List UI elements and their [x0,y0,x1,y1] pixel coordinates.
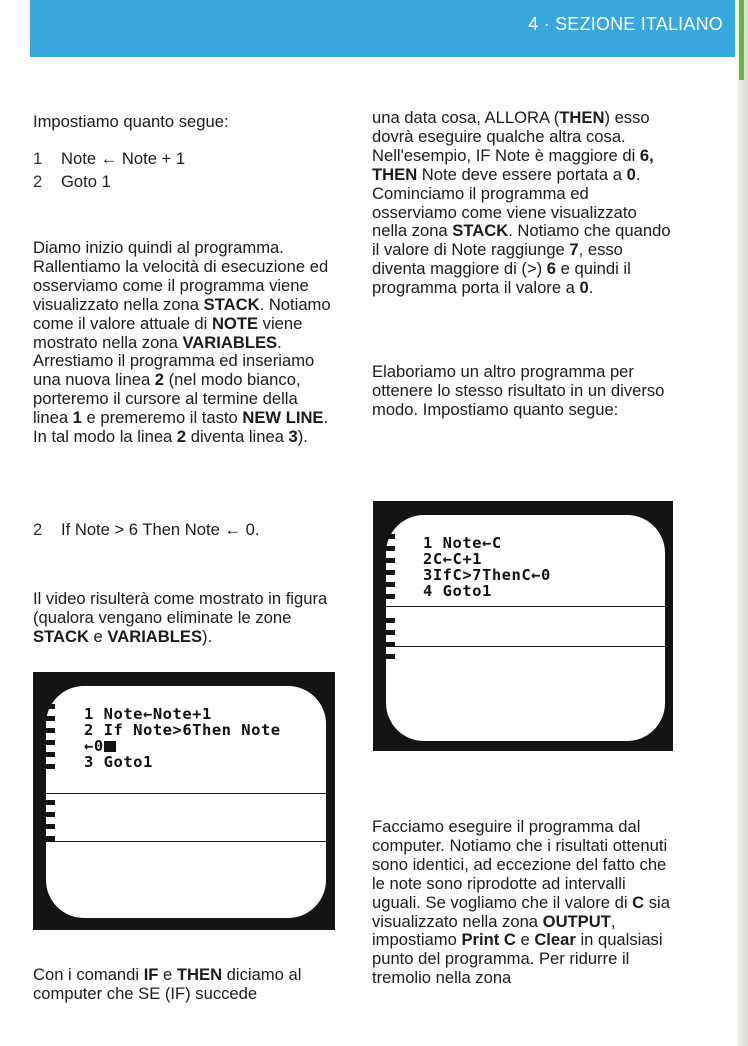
screen-marker [33,716,55,721]
zone-divider [386,606,665,607]
section-title: 4 · SEZIONE ITALIANO [528,14,723,34]
zone-divider [46,793,326,794]
screen-marker [33,764,55,769]
cursor-block [104,741,116,752]
screen-marker [33,836,55,841]
screen-code-line: 2 If Note>6Then Note [84,721,281,739]
screen-code-line: 3IfC>7ThenC←0 [423,566,551,584]
program-line-2: 2 If Note > 6 Then Note ← 0. [33,520,260,539]
screen-marker [33,812,55,817]
screen-code-line: 3 Goto1 [84,753,153,771]
screen-marker [373,654,395,659]
screen-code-line: 2C←C+1 [423,550,482,568]
program-listing-1 [33,147,333,193]
screen-marker [373,570,395,575]
paragraph-another-program: Elaboriamo un altro programma per ottenere lo stesso risultato in un diverso modo. Impostiamo quanto segue: [372,362,665,419]
screen-marker [373,630,395,635]
screen-code-line: 1 Note←C [423,534,502,552]
tv-screen-figure-2 [373,501,673,751]
screen-marker [373,582,395,587]
screen-marker [33,740,55,745]
screen-marker [33,824,55,829]
screen-marker [33,800,55,805]
screen-code-line: ←0 [84,738,116,755]
screen-marker [373,534,395,539]
paragraph-if-then: Con i comandi IF e THEN diciamo al computer che SE (IF) succede [33,965,302,1003]
screen-marker [373,546,395,551]
screen-marker [33,704,55,709]
zone-divider [386,646,665,647]
page-edge-tab [739,0,744,80]
screen-marker [33,752,55,757]
zone-divider [46,841,326,842]
paragraph-then-explanation: una data cosa, ALLORA (THEN) esso dovrà eseguire qualche altra cosa. Nell'esempio, IF Note è maggiore di 6, THEN Note deve essere portata a 0. Cominciamo il programma ed osserviamo come viene visualizzato nella zona STACK. Notiamo che quando il valore di Note raggiunge 7, esso diventa maggiore di (>) 6 e quindi il programma porta il valore a 0. [372,108,671,298]
tv-screen-display [386,515,665,741]
page-edge [737,0,748,1046]
section-header-bar [30,0,735,57]
screen-marker [373,558,395,563]
screen-marker [373,594,395,599]
screen-marker [33,728,55,733]
program-line: 2 Goto 1 [33,172,111,191]
screen-marker [373,618,395,623]
paragraph-program-run: Diamo inizio quindi al programma. Rallentiamo la velocità di esecuzione ed osserviamo come il programma viene visualizzato nella zona STACK. Notiamo come il valore attuale di NOTE viene mostrato nella zona VARIABLES. Arrestiamo il programma ed inseriamo una nuova linea 2 (nel modo bianco, porteremo il cursore al termine della linea 1 e premeremo il tasto NEW LINE. In tal modo la linea 2 diventa linea 3). [33,238,331,447]
screen-code-line: 1 Note←Note+1 [84,705,212,723]
program-line: 1 Note ← Note + 1 [33,149,186,168]
paragraph-video-result: Il video risulterà come mostrato in figura (qualora vengano eliminate le zone STACK e VARIABLES). [33,589,328,646]
screen-marker [373,642,395,647]
tv-screen-display [46,686,326,918]
tv-screen-figure-1 [33,672,335,930]
intro-text: Impostiamo quanto segue: [33,112,229,131]
screen-code-line: 4 Goto1 [423,582,492,600]
paragraph-run-program: Facciamo eseguire il programma dal computer. Notiamo che i risultati ottenuti sono identici, ad eccezione del fatto che le note sono riprodotte ad intervalli uguali. Se vogliamo che il valore di C sia visualizzato nella zona OUTPUT, impostiamo Print C e Clear in qualsiasi punto del programma. Per ridurre il tremolio nella zona [372,817,670,988]
